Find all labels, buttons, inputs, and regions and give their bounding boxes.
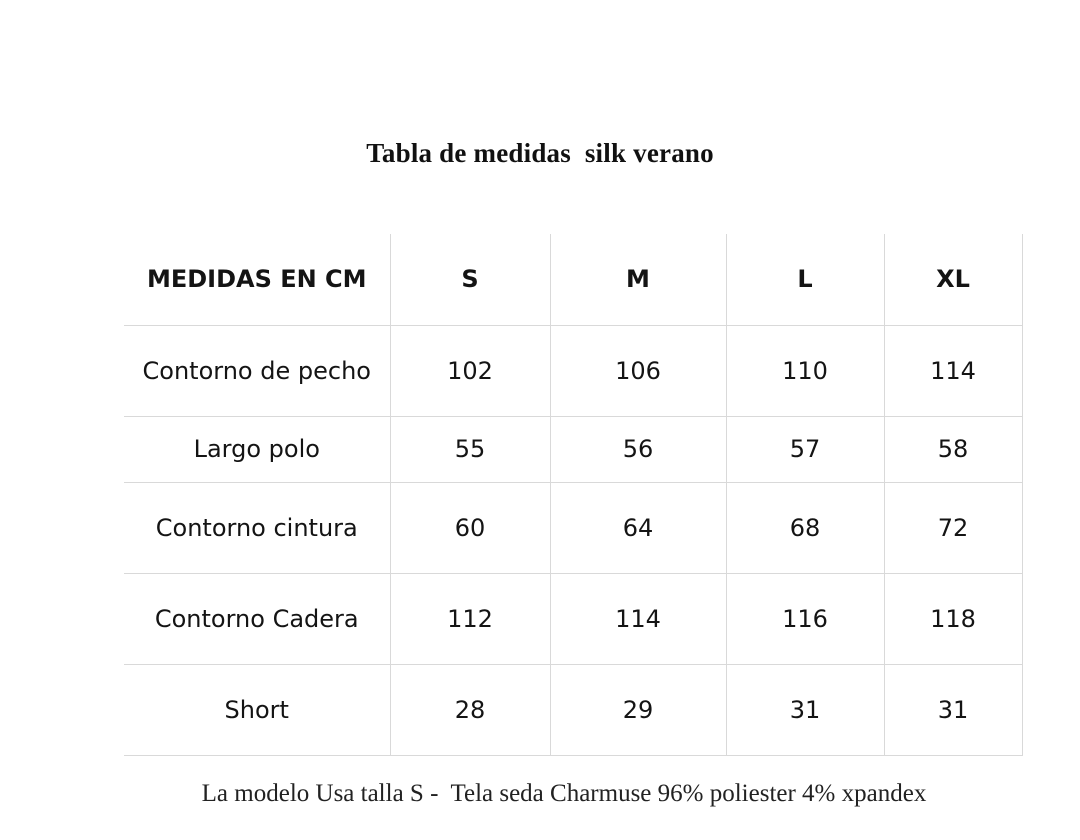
row-label: Short xyxy=(124,664,390,755)
table-cell: 31 xyxy=(726,664,884,755)
table-row xyxy=(124,482,1022,573)
table-cell: 114 xyxy=(550,573,726,664)
table-row xyxy=(124,573,1022,664)
table-cell: 29 xyxy=(550,664,726,755)
table-cell: 31 xyxy=(884,664,1022,755)
table-cell: 55 xyxy=(390,416,550,482)
table-cell: 56 xyxy=(550,416,726,482)
table-cell: 114 xyxy=(884,325,1022,416)
table-row xyxy=(124,416,1022,482)
table-cell: 60 xyxy=(390,482,550,573)
size-chart-table xyxy=(124,234,1023,756)
table-cell: 106 xyxy=(550,325,726,416)
table-cell: 102 xyxy=(390,325,550,416)
header-cell-size-xl: XL xyxy=(884,234,1022,325)
row-label: Contorno de pecho xyxy=(124,325,390,416)
table-cell: 72 xyxy=(884,482,1022,573)
header-cell-measures: MEDIDAS EN CM xyxy=(124,234,390,325)
table-cell: 110 xyxy=(726,325,884,416)
table-cell: 68 xyxy=(726,482,884,573)
row-label: Largo polo xyxy=(124,416,390,482)
table-row xyxy=(124,325,1022,416)
header-cell-size-s: S xyxy=(390,234,550,325)
table-row xyxy=(124,664,1022,755)
table-cell: 118 xyxy=(884,573,1022,664)
header-cell-size-l: L xyxy=(726,234,884,325)
header-cell-size-m: M xyxy=(550,234,726,325)
table-cell: 58 xyxy=(884,416,1022,482)
table-cell: 116 xyxy=(726,573,884,664)
row-label: Contorno Cadera xyxy=(124,573,390,664)
row-label: Contorno cintura xyxy=(124,482,390,573)
table-cell: 57 xyxy=(726,416,884,482)
table-header-row xyxy=(124,234,1022,325)
table-cell: 112 xyxy=(390,573,550,664)
table-cell: 28 xyxy=(390,664,550,755)
table-cell: 64 xyxy=(550,482,726,573)
page-title: Tabla de medidas silk verano xyxy=(366,138,714,168)
fabric-note: La modelo Usa talla S - Tela seda Charmuse 96% poliester 4% xpandex xyxy=(201,780,927,807)
